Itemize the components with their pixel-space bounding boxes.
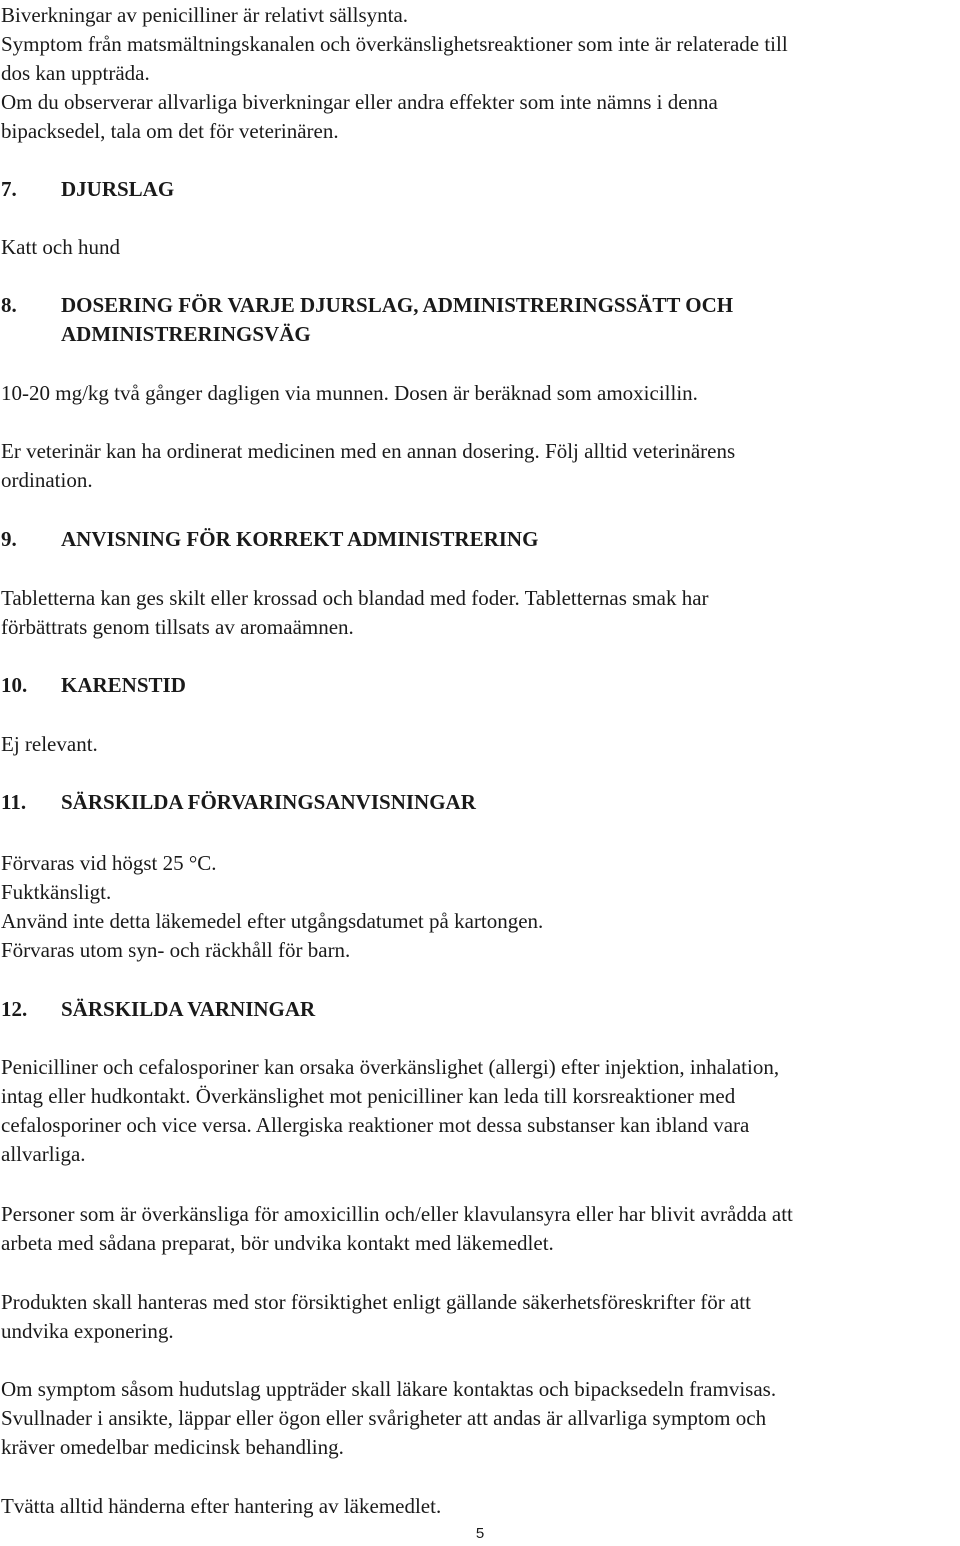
section-12-paragraph-5 xyxy=(1,1492,956,1521)
text-line: Er veterinär kan ha ordinerat medicinen med en annan dosering. Följ alltid veterinärens xyxy=(1,439,736,463)
text-line: arbeta med sådana preparat, bör undvika kontakt med läkemedlet. xyxy=(1,1231,554,1255)
text-line: cefalosporiner och vice versa. Allergiska reaktioner mot dessa substanser kan ibland vara xyxy=(1,1113,750,1137)
text-line: Om du observerar allvarliga biverkningar eller andra effekter som inte nämns i denna xyxy=(1,90,718,114)
section-12-paragraph-2 xyxy=(1,1200,956,1258)
text-line: allvarliga. xyxy=(1,1142,86,1166)
text-line: Tabletterna kan ges skilt eller krossad och blandad med foder. Tabletternas smak har xyxy=(1,586,709,610)
section-12-paragraph-3 xyxy=(1,1288,956,1346)
section-number: 7. xyxy=(1,177,17,201)
section-10-text xyxy=(1,730,956,759)
section-12-heading xyxy=(1,995,956,1024)
text-line: Om symptom såsom hudutslag uppträder skall läkare kontaktas och bipacksedeln framvisas. xyxy=(1,1377,777,1401)
section-number: 8. xyxy=(1,293,17,317)
text-line: intag eller hudkontakt. Överkänslighet mot penicilliner kan leda till korsreaktioner med xyxy=(1,1084,736,1108)
section-9-paragraph xyxy=(1,584,956,642)
section-10-heading xyxy=(1,671,956,700)
text-line: Produkten skall hanteras med stor försiktighet enligt gällande säkerhetsföreskrifter för att xyxy=(1,1290,751,1314)
section-title: SÄRSKILDA VARNINGAR xyxy=(61,997,316,1021)
text-line: Symptom från matsmältningskanalen och överkänslighetsreaktioner som inte är relaterade till xyxy=(1,32,788,56)
text-line: Personer som är överkänsliga för amoxicillin och/eller klavulansyra eller har blivit avrådda att xyxy=(1,1202,793,1226)
text-line: dos kan uppträda. xyxy=(1,61,150,85)
text-line: Förvaras vid högst 25 °C. xyxy=(1,851,217,875)
section-title: DOSERING FÖR VARJE DJURSLAG, ADMINISTRERINGSSÄTT OCH xyxy=(61,293,734,317)
text-line: Tvätta alltid händerna efter hantering av läkemedlet. xyxy=(1,1494,442,1518)
section-11-heading xyxy=(1,788,956,817)
text-line: undvika exponering. xyxy=(1,1319,174,1343)
section-number: 11. xyxy=(1,790,27,814)
section-7-heading xyxy=(1,175,956,204)
section-11-paragraph xyxy=(1,849,956,965)
section-7-text xyxy=(1,233,956,262)
section-12-paragraph-4 xyxy=(1,1375,956,1462)
text-line: Katt och hund xyxy=(1,235,120,259)
section-8-heading xyxy=(1,291,956,349)
text-line: förbättrats genom tillsats av aromaämnen. xyxy=(1,615,354,639)
text-line: Penicilliner och cefalosporiner kan orsaka överkänslighet (allergi) efter injektion, inhalation, xyxy=(1,1055,780,1079)
text-line: Ej relevant. xyxy=(1,732,98,756)
section-9-heading xyxy=(1,525,956,554)
section-12-paragraph-1 xyxy=(1,1053,956,1169)
section-title: DJURSLAG xyxy=(61,177,175,201)
section-8-paragraph-1 xyxy=(1,379,956,408)
section-title: KARENSTID xyxy=(61,673,186,697)
text-line: 10-20 mg/kg två gånger dagligen via munnen. Dosen är beräknad som amoxicillin. xyxy=(1,381,698,405)
section-number: 12. xyxy=(1,997,28,1021)
page-number: 5 xyxy=(475,1525,485,1542)
intro-paragraph xyxy=(1,1,956,146)
section-number: 10. xyxy=(1,673,28,697)
section-title-cont: ADMINISTRERINGSVÄG xyxy=(61,322,311,346)
text-line: Fuktkänsligt. xyxy=(1,880,112,904)
text-line: Svullnader i ansikte, läppar eller ögon eller svårigheter att andas är allvarliga symptom och xyxy=(1,1406,767,1430)
section-title: SÄRSKILDA FÖRVARINGSANVISNINGAR xyxy=(61,790,476,814)
text-line: ordination. xyxy=(1,468,93,492)
text-line: kräver omedelbar medicinsk behandling. xyxy=(1,1435,344,1459)
section-number: 9. xyxy=(1,527,17,551)
text-line: Biverkningar av penicilliner är relativt sällsynta. xyxy=(1,3,409,27)
text-line: Förvaras utom syn- och räckhåll för barn. xyxy=(1,938,351,962)
section-title: ANVISNING FÖR KORREKT ADMINISTRERING xyxy=(61,527,539,551)
text-line: bipacksedel, tala om det för veterinären. xyxy=(1,119,339,143)
section-8-paragraph-2 xyxy=(1,437,956,495)
text-line: Använd inte detta läkemedel efter utgångsdatumet på kartongen. xyxy=(1,909,544,933)
